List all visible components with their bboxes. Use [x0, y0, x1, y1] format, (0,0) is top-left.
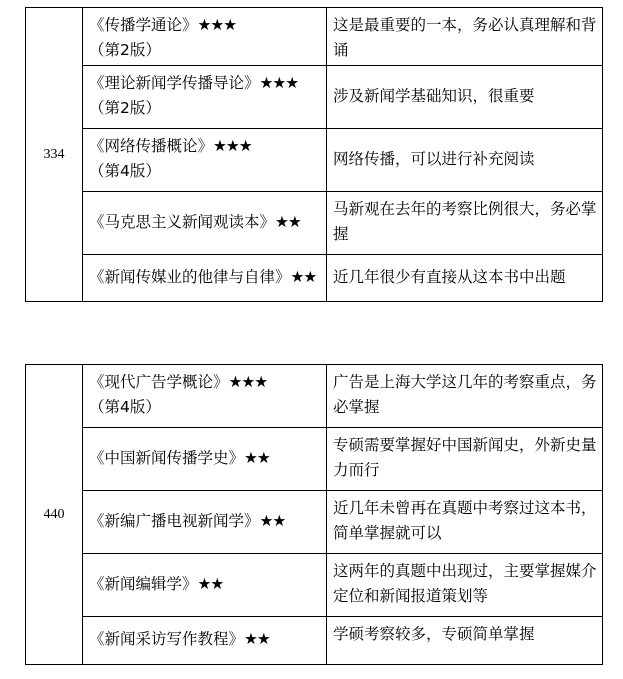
- book-cell: [83, 554, 327, 617]
- star-rating: ★★: [259, 512, 286, 530]
- subject-440-table: [25, 364, 603, 665]
- star-rating: ★★: [275, 213, 301, 231]
- study-note: 近几年很少有直接从这本书中出题: [327, 255, 603, 302]
- book-cell: [83, 66, 327, 129]
- book-title: 《新编广播电视新闻学》: [89, 512, 260, 530]
- book-edition: （第2版）: [89, 99, 161, 117]
- book-cell: [83, 491, 327, 554]
- book-edition: （第4版）: [89, 162, 161, 180]
- book-cell: [83, 192, 327, 255]
- star-rating: ★★: [197, 575, 224, 593]
- star-rating: ★★★: [228, 373, 268, 391]
- star-rating: ★★★: [197, 16, 237, 34]
- book-cell: [83, 365, 327, 428]
- study-note: 这两年的真题中出现过，主要掌握媒介定位和新闻报道策划等: [327, 554, 603, 617]
- study-note: 马新观在去年的考察比例很大，务必掌握: [327, 192, 603, 255]
- study-note: 网络传播，可以进行补充阅读: [327, 129, 603, 192]
- book-title: 《网络传播概论》: [89, 137, 214, 155]
- book-title: 《新闻采访写作教程》: [89, 630, 245, 648]
- study-note: 广告是上海大学这几年的考察重点，务必掌握: [327, 365, 603, 428]
- study-note: 近几年未曾再在真题中考察过这本书，简单掌握就可以: [327, 491, 603, 554]
- book-title: 《现代广告学概论》: [89, 373, 229, 391]
- study-note: 学硕考察较多，专硕简单掌握: [327, 617, 603, 665]
- book-title: 《新闻编辑学》: [89, 575, 198, 593]
- subject-334-table: [25, 7, 603, 302]
- study-note: 涉及新闻学基础知识，很重要: [327, 66, 603, 129]
- book-title: 《马克思主义新闻观读本》: [89, 213, 276, 231]
- book-edition: （第2版）: [89, 41, 161, 59]
- star-rating: ★★: [244, 449, 270, 467]
- star-rating: ★★★: [259, 74, 299, 92]
- subject-code: 440: [26, 365, 83, 665]
- book-edition: （第4版）: [89, 398, 161, 416]
- star-rating: ★★: [290, 268, 317, 286]
- book-title: 《中国新闻传播学史》: [89, 449, 245, 467]
- book-cell: [83, 428, 327, 491]
- book-title: 《传播学通论》: [89, 16, 198, 34]
- star-rating: ★★★: [213, 137, 252, 155]
- study-note: 这是最重要的一本，务必认真理解和背诵: [327, 8, 603, 66]
- book-cell: [83, 129, 327, 192]
- book-title: 《新闻传媒业的他律与自律》: [89, 268, 291, 286]
- book-cell: [83, 617, 327, 665]
- book-title: 《理论新闻学传播导论》: [89, 74, 260, 92]
- star-rating: ★★: [244, 630, 270, 648]
- book-cell: [83, 255, 327, 302]
- book-cell: [83, 8, 327, 66]
- subject-code: 334: [26, 8, 83, 302]
- study-note: 专硕需要掌握好中国新闻史，外新史量力而行: [327, 428, 603, 491]
